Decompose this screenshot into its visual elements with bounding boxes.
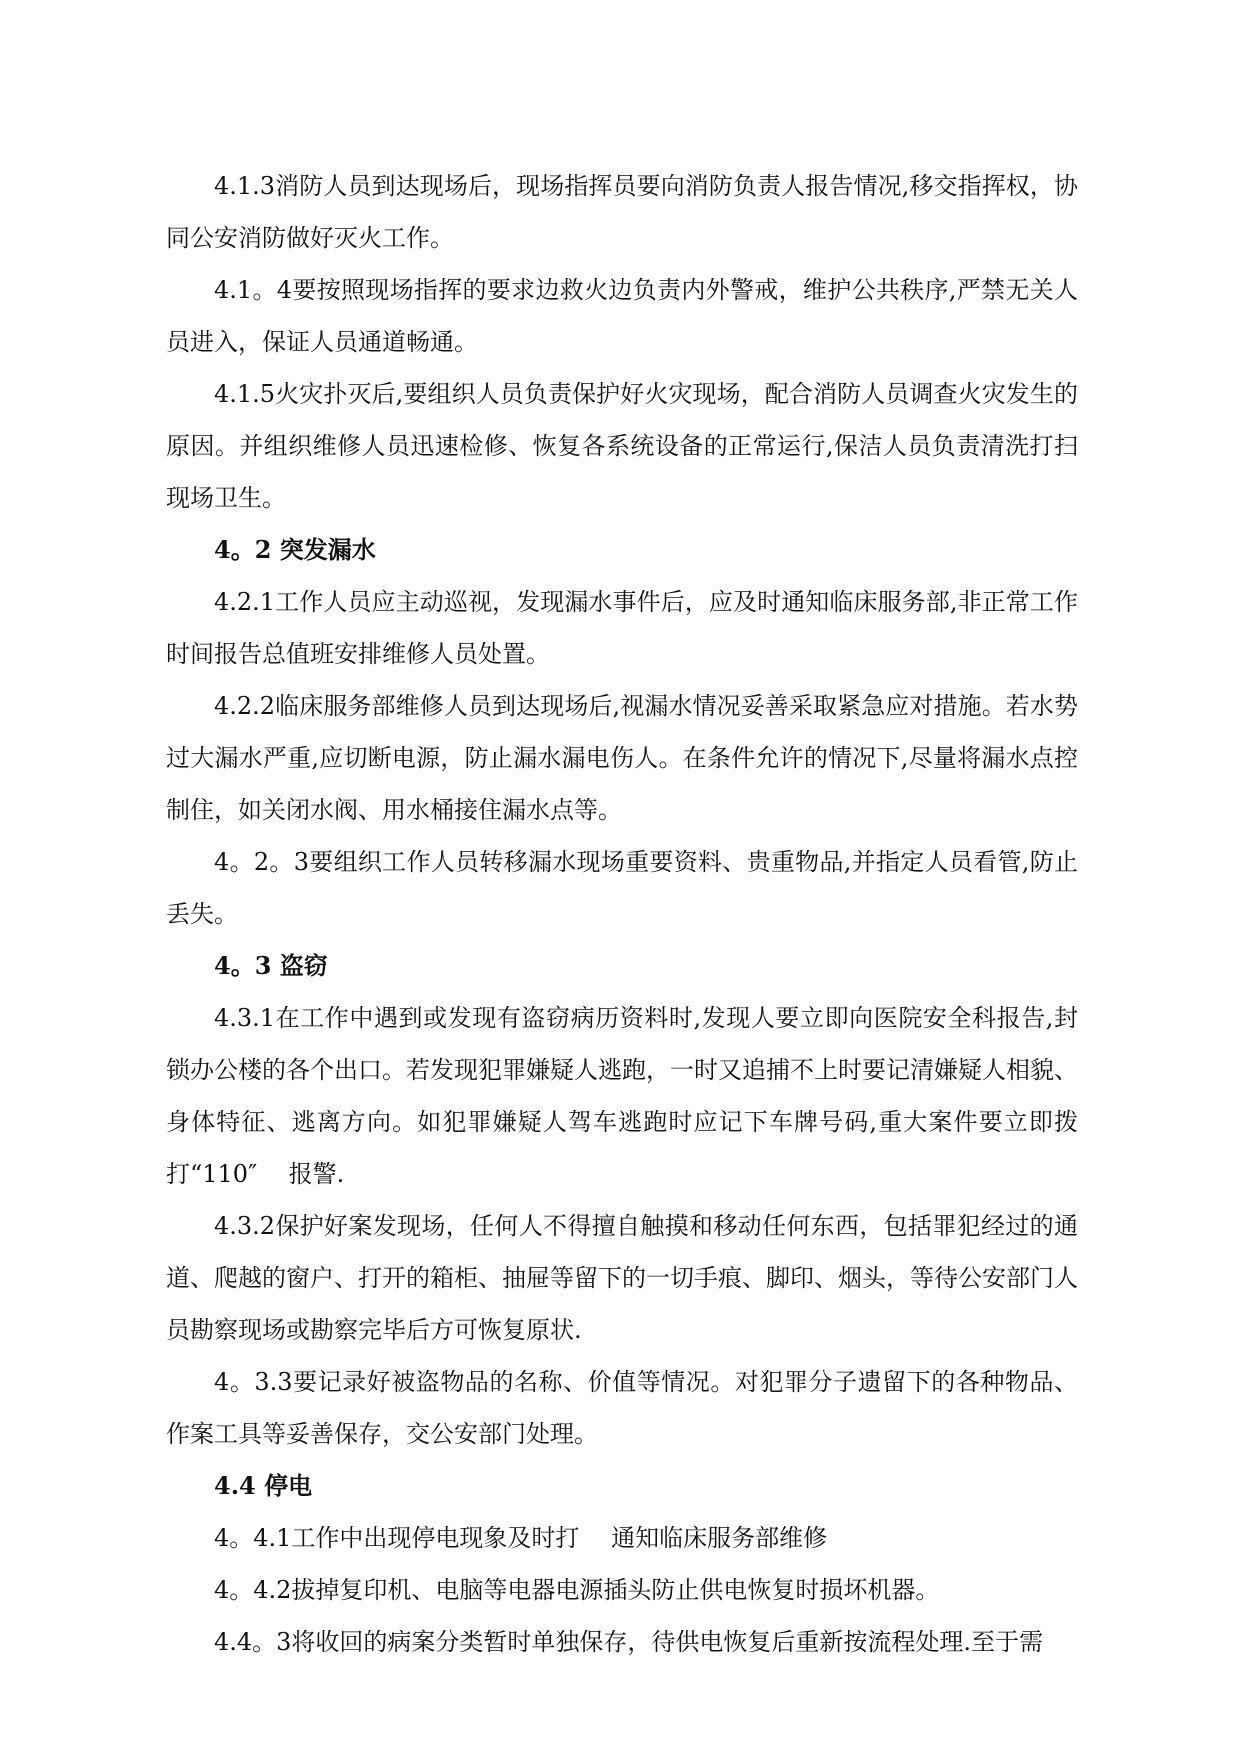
section-heading-4-3: 4。3 盗窃 <box>214 951 328 980</box>
paragraph-4-3-1: 4.3.1在工作中遇到或发现有盗窃病历资料时,发现人要立即向医院安全科报告,封锁办公楼的各个出口。若发现犯罪嫌疑人逃跑，一时又追捕不上时要记清嫌疑人相貌、身体特征、逃离方向。如犯罪嫌疑人驾车逃跑时应记下车牌号码,重大案件要立即拨打“110″ 报警. <box>166 1004 1078 1188</box>
paragraph-4-1-3: 4.1.3消防人员到达现场后，现场指挥员要向消防负责人报告情况,移交指挥权，协同公安消防做好灭火工作。 <box>166 172 1078 252</box>
paragraph-4-3-2: 4.3.2保护好案发现场，任何人不得擅自触摸和移动任何东西，包括罪犯经过的通道、爬越的窗户、打开的箱柜、抽屉等留下的一切手痕、脚印、烟头，等待公安部门人员勘察现场或勘察完毕后方可恢复原状. <box>166 1212 1078 1344</box>
paragraph-4-4-2: 4。4.2拔掉复印机、电脑等电器电源插头防止供电恢复时损坏机器。 <box>214 1576 940 1604</box>
paragraph-4-2-2: 4.2.2临床服务部维修人员到达现场后,视漏水情况妥善采取紧急应对措施。若水势过大漏水严重,应切断电源，防止漏水漏电伤人。在条件允许的情况下,尽量将漏水点控制住，如关闭水阀、用水桶接住漏水点等。 <box>166 692 1078 824</box>
paragraph-4-1-5: 4.1.5火灾扑灭后,要组织人员负责保护好火灾现场，配合消防人员调查火灾发生的原因。并组织维修人员迅速检修、恢复各系统设备的正常运行,保洁人员负责清洗打扫现场卫生。 <box>166 380 1078 512</box>
paragraph-4-3-3: 4。3.3要记录好被盗物品的名称、价值等情况。对犯罪分子遗留下的各种物品、作案工具等妥善保存，交公安部门处理。 <box>166 1368 1078 1448</box>
paragraph-4-2-1: 4.2.1工作人员应主动巡视，发现漏水事件后，应及时通知临床服务部,非正常工作时间报告总值班安排维修人员处置。 <box>166 588 1078 668</box>
section-heading-4-4: 4.4 停电 <box>214 1471 313 1500</box>
paragraph-4-4-3: 4.4。3将收回的病案分类暂时单独保存，待供电恢复后重新按流程处理.至于需 <box>214 1628 1044 1656</box>
section-heading-4-2: 4。2 突发漏水 <box>214 535 376 564</box>
document-body <box>166 160 1078 1668</box>
paragraph-4-1-4: 4.1。4要按照现场指挥的要求边救火边负责内外警戒，维护公共秩序,严禁无关人员进入，保证人员通道畅通。 <box>166 276 1078 356</box>
paragraph-4-4-1: 4。4.1工作中出现停电现象及时打 通知临床服务部维修 <box>214 1524 828 1552</box>
paragraph-4-2-3: 4。2。3要组织工作人员转移漏水现场重要资料、贵重物品,并指定人员看管,防止丢失。 <box>166 848 1078 928</box>
